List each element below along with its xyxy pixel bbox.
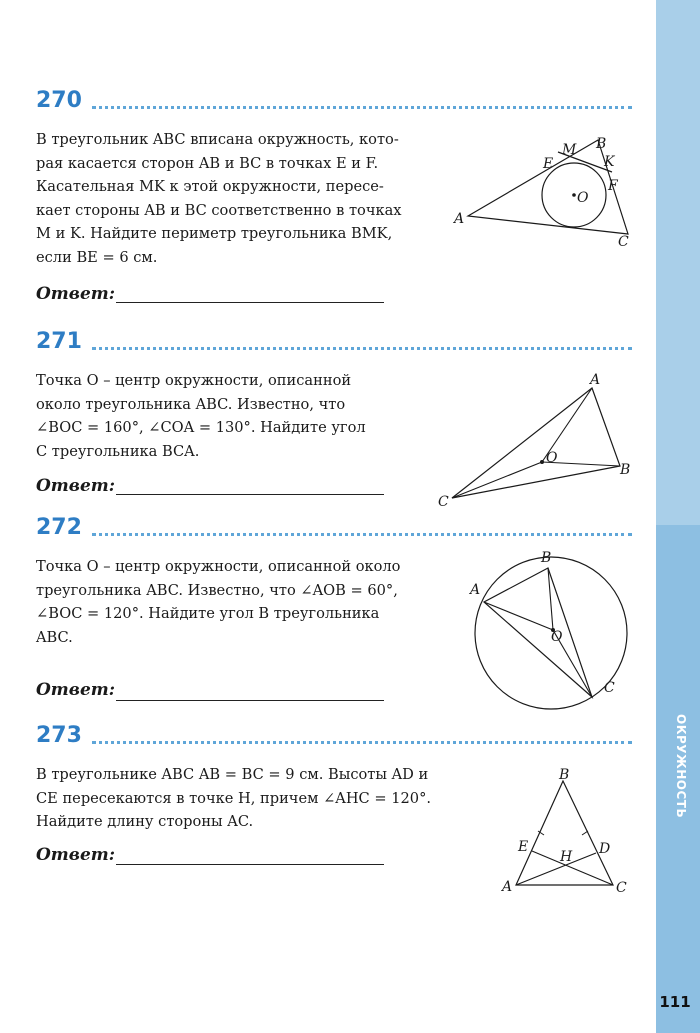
text-line: треугольника ABC. Известно, что ∠AOB = 60°, [36, 581, 398, 599]
problem-number: 272 [36, 515, 82, 540]
text-line: Точка O – центр окружности, описанной [36, 372, 352, 389]
text-line: В треугольник ABC вписана окружность, кото- [36, 131, 399, 148]
text-line: C треугольника BCA. [36, 442, 200, 460]
answer-line[interactable] [116, 864, 384, 865]
triangle-abc [452, 388, 620, 498]
page-number: 111 [659, 993, 691, 1011]
text-line: Точка O – центр окружности, описанной около [36, 558, 401, 575]
text-line: CE пересекаются в точке H, причем ∠AHC = 120°. [36, 789, 432, 807]
problem-number: 270 [36, 88, 82, 113]
text-line: кает стороны AB и BC соответственно в точках [36, 201, 402, 219]
label-C: C [438, 494, 449, 510]
chapter-label: ОКРУЖНОСТЬ [674, 714, 688, 819]
text-line: ∠BOC = 160°, ∠COA = 130°. Найдите угол [36, 419, 366, 436]
answer-line[interactable] [116, 494, 384, 495]
text-line: Касательная MK к этой окружности, пересе- [36, 178, 384, 195]
label-B: B [559, 767, 570, 783]
problem-text [36, 369, 388, 463]
label-A: A [502, 879, 513, 895]
problem-number: 273 [36, 723, 82, 748]
triangle-abc [484, 568, 592, 697]
tick-mark-bc [582, 831, 588, 835]
problem-text [36, 763, 482, 834]
text-line: В треугольнике ABC AB = BC = 9 см. Высоты AD и [36, 766, 429, 783]
side-tab [656, 0, 700, 1033]
label-A: A [590, 372, 601, 388]
label-H: H [560, 849, 573, 865]
label-A: A [454, 211, 465, 227]
label-B: B [620, 462, 631, 478]
figure-272 [466, 548, 636, 718]
label-O: O [577, 190, 589, 206]
label-B: B [596, 136, 607, 152]
answer-label: Ответ: [36, 476, 116, 496]
side-tab-upper [656, 0, 700, 525]
segment-oc [452, 462, 542, 498]
label-D: D [599, 841, 611, 857]
problem-text [36, 128, 432, 269]
text-line: ∠BOC = 120°. Найдите угол B треугольника [36, 605, 380, 622]
figure-270 [450, 130, 650, 250]
text-line: M и K. Найдите периметр треугольника BMK, [36, 225, 393, 242]
problem-number: 271 [36, 329, 82, 354]
dotted-rule [92, 741, 632, 744]
dotted-rule [92, 533, 632, 536]
center-point [540, 460, 544, 464]
label-O: O [546, 450, 558, 466]
answer-label: Ответ: [36, 845, 116, 865]
label-B: B [541, 550, 552, 566]
answer-label: Ответ: [36, 284, 116, 304]
answer-label: Ответ: [36, 680, 116, 700]
label-C: C [616, 880, 627, 896]
label-O: O [551, 629, 563, 645]
text-line: рая касается сторон AB и BC в точках E и F. [36, 154, 379, 172]
label-A: A [470, 582, 481, 598]
label-E: E [543, 156, 554, 172]
label-M: M [562, 142, 577, 158]
label-C: C [604, 680, 615, 696]
dotted-rule [92, 347, 632, 350]
label-K: K [604, 154, 615, 170]
text-line: Найдите длину стороны AC. [36, 813, 254, 830]
label-C: C [618, 234, 629, 250]
text-line: если BE = 6 см. [36, 248, 158, 266]
label-F: F [608, 178, 618, 194]
label-E: E [518, 839, 529, 855]
text-line: около треугольника ABC. Известно, что [36, 395, 346, 413]
problem-text [36, 555, 452, 649]
triangle-abc [516, 781, 613, 885]
segment-ob [548, 568, 553, 630]
answer-line[interactable] [116, 700, 384, 701]
figure-271 [430, 370, 640, 510]
dotted-rule [92, 106, 632, 109]
answer-line[interactable] [116, 302, 384, 303]
center-point [572, 193, 576, 197]
figure-273 [500, 765, 640, 900]
text-line: ABC. [36, 628, 73, 646]
segment-oa [484, 602, 553, 630]
